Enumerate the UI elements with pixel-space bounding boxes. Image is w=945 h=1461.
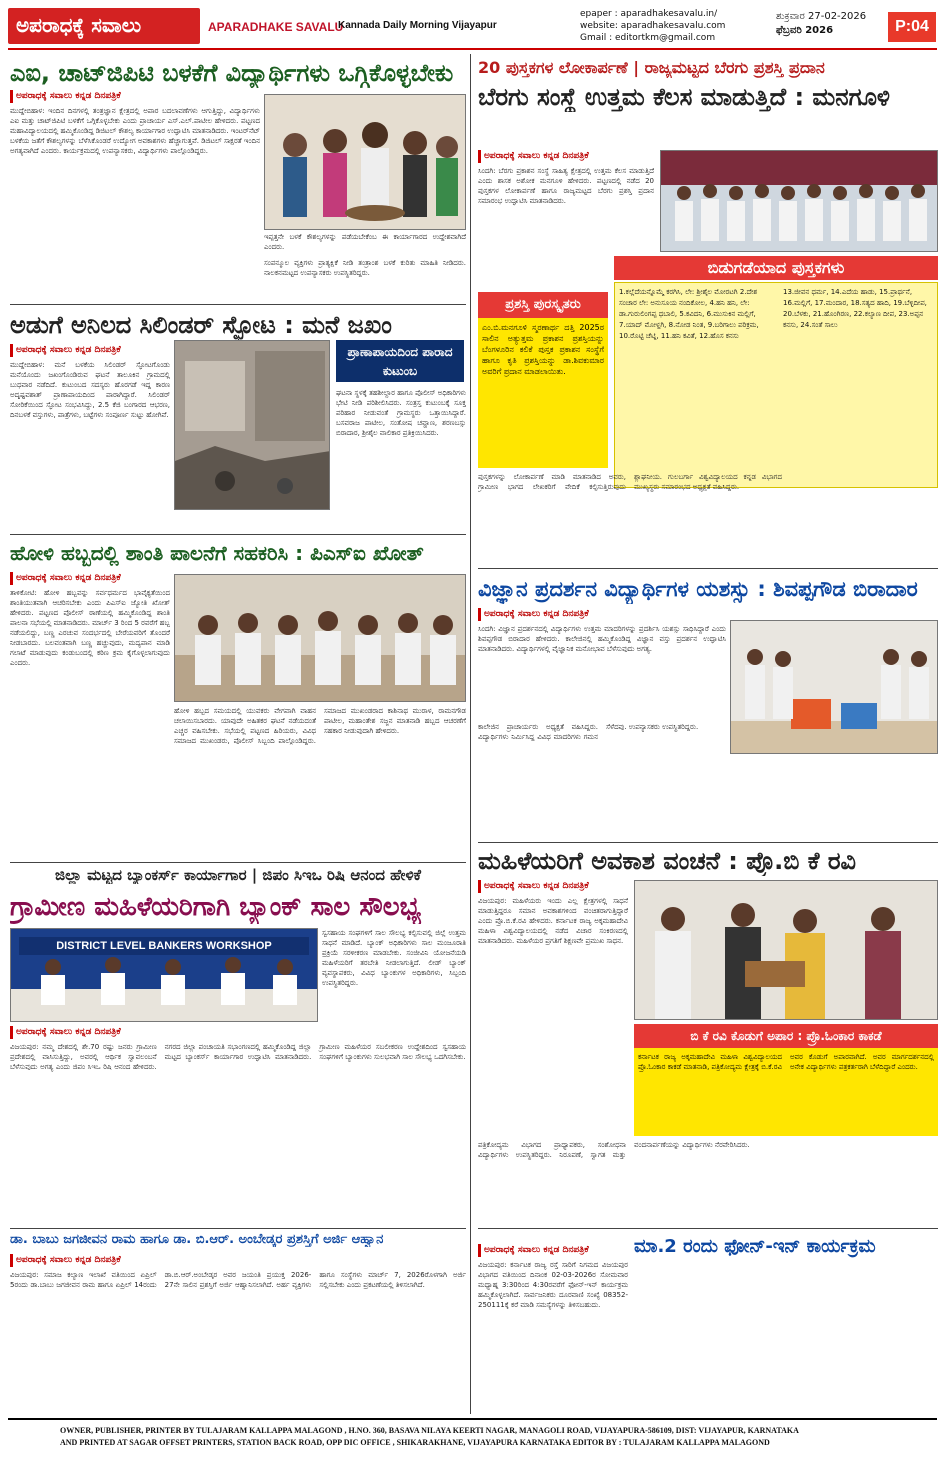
article-women-body: ವಿಜಯಪುರ: ಮಹಿಳೆಯರು ಇಂದು ಎಲ್ಲ ಕ್ಷೇತ್ರಗಳಲ್ಲಿ ಸಾಧನೆ ಮಾಡುತ್ತಿದ್ದರೂ ಸಮಾನ ಅವಕಾಶಗಳಿಂದ ವಂಚಿತರಾಗುತ್ತಿದ್ದಾರೆ ಎಂದು ಪ್ರೊ.ಬಿ.ಕೆ.ರವಿ ಹೇಳಿದರು. ಕರ್ನಾಟಕ ರಾಜ್ಯ ಅಕ್ಕಮಹಾದೇವಿ ಮಹಿಳಾ ವಿಶ್ವವಿದ್ಯಾಲಯದಲ್ಲಿ ನಡೆದ ವಿಚಾರ ಸಂಕಿರಣದಲ್ಲಿ ಮಾತನಾಡಿದರು. ಮಹಿಳೆಯರ ಪ್ರಗತಿಗೆ ಶಿಕ್ಷಣವೇ ಪ್ರಮುಖ ಸಾಧನ. xyxy=(478,897,628,945)
article-women-headline: ಮಹಿಳೆಯರಿಗೆ ಅವಕಾಶ ವಂಚನೆ : ಪ್ರೊ.ಬಿ ಕೆ ರವಿ xyxy=(478,847,857,875)
gmail-link[interactable]: Gmail : editortkm@gmail.com xyxy=(580,33,716,43)
byline: ಅಪರಾಧಕ್ಕೆ ಸವಾಲು ಕನ್ನಡ ದಿನಪತ್ರಿಕೆ xyxy=(10,90,121,103)
article-award-headline: ಡಾ. ಬಾಬು ಜಗಜೀವನ ರಾಮ ಹಾಗೂ ಡಾ. ಬಿ.ಆರ್. ಅಂಬೇಡ್ಕರ ಪ್ರಶಸ್ತಿಗೆ ಅರ್ಜಿ ಆಹ್ವಾನ xyxy=(10,1232,384,1247)
article-ai-body: ಮುದ್ದೇಬಿಹಾಳ: ಇಂದಿನ ದಿನಗಳಲ್ಲಿ ತಂತ್ರಜ್ಞಾನ ಕ್ಷೇತ್ರದಲ್ಲಿ ಅಪಾರ ಬದಲಾವಣೆಗಳು ಆಗುತ್ತಿದ್ದು, ವಿದ್ಯಾರ್ಥಿಗಳು ಎಐ ಮತ್ತು ಚಾಟ್‌ಜಿಪಿಟಿ ಬಳಕೆಗೆ ಒಗ್ಗಿಕೊಳ್ಳಬೇಕು ಎಂದು ಪ್ರಾಚಾರ್ಯ ಎಸ್.ಎಲ್.ಪಾಟೀಲ ಹೇಳಿದರು. ಪಟ್ಟಣದ ಮಹಾವಿದ್ಯಾಲಯದಲ್ಲಿ ಹಮ್ಮಿಕೊಂಡಿದ್ದ ಡಿಜಿಟಲ್ ಕೌಶಲ್ಯ ಕಾರ್ಯಾಗಾರ ಉದ್ಘಾಟಿಸಿ ಮಾತನಾಡಿದರು. ಇಂಟರ್‌ನೆಟ್ ಬಳಕೆಯ ಜತೆಗೆ ಕೌಶಲ್ಯಗಳನ್ನು ಬೆಳೆಸಿಕೊಂಡರೆ ಉದ್ಯೋಗ ಅವಕಾಶಗಳು ಹೆಚ್ಚಾಗುತ್ತವೆ. ಡಿಜಿಟಲ್ ಸಾಕ್ಷರತೆ ಇಂದಿನ ಅಗತ್ಯವಾಗಿದೆ ಎಂದರು. ಕಾರ್ಯಕ್ರಮದಲ್ಲಿ ಉಪನ್ಯಾಸಕರು, ವಿದ್ಯಾರ್ಥಿಗಳು ಪಾಲ್ಗೊಂಡಿದ್ದರು. xyxy=(10,107,260,155)
website-link[interactable]: website: aparadhakesavalu.com xyxy=(580,21,726,31)
book-release-illustration xyxy=(661,151,938,252)
rule xyxy=(10,534,466,535)
article-women-box-body: ಕರ್ನಾಟಕ ರಾಜ್ಯ ಅಕ್ಕಮಹಾದೇವಿ ಮಹಿಳಾ ವಿಶ್ವವಿದ್ಯಾಲಯದ ಪ್ರೊ.ಓಂಕಾರ ಕಾಕಡೆ ಮಾತನಾಡಿ, ಪತ್ರಿಕೋದ್ಯಮ ಕ್ಷೇತ್ರಕ್ಕೆ ಬಿ.ಕೆ.ರವಿ ಅವರ ಕೊಡುಗೆ ಅಪಾರವಾಗಿದೆ. ಅವರ ಮಾರ್ಗದರ್ಶನದಲ್ಲಿ ಅನೇಕ ವಿದ್ಯಾರ್ಥಿಗಳು ಪತ್ರಕರ್ತರಾಗಿ ಬೆಳೆದಿದ್ದಾರೆ ಎಂದರು. xyxy=(634,1048,938,1136)
byline: ಅಪರಾಧಕ್ಕೆ ಸವಾಲು ಕನ್ನಡ ದಿನಪತ್ರಿಕೆ xyxy=(10,1026,121,1039)
rule xyxy=(10,862,466,863)
science-exhibition-illustration xyxy=(731,621,938,754)
article-ai-headline: ಎಐ, ಚಾಟ್‌ಜಿಪಿಟಿ ಬಳಕೆಗೆ ವಿದ್ಯಾರ್ಥಿಗಳು ಒಗ್ಗಿಕೊಳ್ಳಬೇಕು xyxy=(10,59,454,87)
article-beragu-kicker: 20 ಪುಸ್ತಕಗಳ ಲೋಕಾರ್ಪಣೆ | ರಾಜ್ಯಮಟ್ಟದ ಬೆರಗು ಪ್ರಶಸ್ತಿ ಪ್ರದಾನ xyxy=(478,58,825,77)
article-bank-body: ವಿಜಯಪುರ: ನಮ್ಮ ದೇಶದಲ್ಲಿ ಶೇ.70 ರಷ್ಟು ಜನರು ಗ್ರಾಮೀಣ ಪ್ರದೇಶದಲ್ಲಿ ವಾಸಿಸುತ್ತಿದ್ದು, ಅವರಲ್ಲಿ ಆರ್ಥಿಕ ಸ್ವಾವಲಂಬನೆ ಬೆಳೆಸುವುದು ಅಗತ್ಯ ಎಂದು ಜಿಪಂ ಸಿಇಒ ರಿಷಿ ಆನಂದ ಹೇಳಿದರು. ನಗರದ ಜಿಲ್ಲಾ ಪಂಚಾಯತಿ ಸಭಾಂಗಣದಲ್ಲಿ ಹಮ್ಮಿಕೊಂಡಿದ್ದ ಜಿಲ್ಲಾ ಮಟ್ಟದ ಬ್ಯಾಂಕರ್ಸ್ ಕಾರ್ಯಾಗಾರ ಉದ್ಘಾಟಿಸಿ ಮಾತನಾಡಿದರು. ಗ್ರಾಮೀಣ ಮಹಿಳೆಯರ ಸಬಲೀಕರಣ ಉದ್ದೇಶದಿಂದ ಸ್ವಸಹಾಯ ಸಂಘಗಳಿಗೆ ಬ್ಯಾಂಕುಗಳು ಸುಲಭವಾಗಿ ಸಾಲ ಸೌಲಭ್ಯ ಒದಗಿಸಬೇಕು. xyxy=(10,1043,466,1071)
article-women-body2: ಪತ್ರಿಕೋದ್ಯಮ ವಿಭಾಗದ ಪ್ರಾಧ್ಯಾಪಕರು, ಸಂಶೋಧನಾ ವಿದ್ಯಾರ್ಥಿಗಳು ಉಪಸ್ಥಿತರಿದ್ದರು. ನಿರೂಪಣೆ, ಸ್ವಾಗತ ಮತ್ತು ವಂದನಾರ್ಪಣೆಯನ್ನು ವಿದ್ಯಾರ್ಥಿಗಳು ನೆರವೇರಿಸಿದರು. xyxy=(478,1141,750,1159)
page-number: P:04 xyxy=(888,12,936,42)
photo-people-illustration xyxy=(265,95,466,230)
article-bank-photo xyxy=(10,928,318,1022)
masthead-title: APARADHAKE SAVALU xyxy=(208,20,344,34)
felicitation-illustration xyxy=(635,881,938,1020)
masthead-logo: ಅಪರಾಧಕ್ಕೆ ಸವಾಲು xyxy=(8,8,200,44)
article-ai-body2: ಸಂಪನ್ಮೂಲ ವ್ಯಕ್ತಿಗಳು ಪ್ರಾತ್ಯಕ್ಷಿಕೆ ನೀಡಿ ತಂತ್ರಾಂಶ ಬಳಕೆ ಕುರಿತು ಮಾಹಿತಿ ನೀಡಿದರು. ನಾಲಕನಮಟ್ಟದ ಉಪನ್ಯಾಸಕರು ಉಪಸ್ಥಿತರಿದ್ದರು. xyxy=(264,259,466,277)
meeting-illustration xyxy=(175,575,466,702)
article-bank-headline: ಗ್ರಾಮೀಣ ಮಹಿಳೆಯರಿಗಾಗಿ ಬ್ಯಾಂಕ್ ಸಾಲ ಸೌಲಭ್ಯ xyxy=(10,892,421,922)
article-beragu-body: ಸಿಂದಗಿ: ಬೆರಗು ಪ್ರಕಾಶನ ಸಂಸ್ಥೆ ಸಾಹಿತ್ಯ ಕ್ಷೇತ್ರದಲ್ಲಿ ಉತ್ತಮ ಕೆಲಸ ಮಾಡುತ್ತಿದೆ ಎಂದು ಶಾಸಕ ಅಶೋಕ ಮನಗೂಳಿ ಹೇಳಿದರು. ಪಟ್ಟಣದಲ್ಲಿ ನಡೆದ 20 ಪುಸ್ತಕಗಳ ಲೋಕಾರ್ಪಣೆ ಹಾಗೂ ರಾಜ್ಯಮಟ್ಟದ ಬೆರಗು ಪ್ರಶಸ್ತಿ ಪ್ರದಾನ ಸಮಾರಂಭ ಉದ್ಘಾಟಿಸಿ ಮಾತನಾಡಿದರು. xyxy=(478,167,654,205)
article-bank-body2a: ಸ್ವಸಹಾಯ ಸಂಘಗಳಿಗೆ ಸಾಲ ಸೌಲಭ್ಯ ಕಲ್ಪಿಸುವಲ್ಲಿ ಜಿಲ್ಲೆ ಉತ್ತಮ ಸಾಧನೆ ಮಾಡಿದೆ. ಬ್ಯಾಂಕ್ ಅಧಿಕಾರಿಗಳು ಸಾಲ ಮಂಜೂರಾತಿ ಪ್ರಕ್ರಿಯೆ ಸರಳೀಕರಣ ಮಾಡಬೇಕು. ಸಂಜೀವಿನಿ ಯೋಜನೆಯಡಿ ಮಹಿಳೆಯರಿಗೆ ತರಬೇತಿ ನೀಡಲಾಗುತ್ತಿದೆ. ಲೀಡ್ ಬ್ಯಾಂಕ್ ವ್ಯವಸ್ಥಾಪಕರು, ವಿವಿಧ ಬ್ಯಾಂಕುಗಳ ಅಧಿಕಾರಿಗಳು, ಸಿಬ್ಬಂದಿ ಉಪಸ್ಥಿತರಿದ್ದರು. xyxy=(322,929,466,987)
rule xyxy=(478,1228,938,1229)
books-list-title: ಬಿಡುಗಡೆಯಾದ ಪುಸ್ತಕಗಳು xyxy=(614,256,938,280)
article-beragu-photo xyxy=(660,150,938,252)
article-cylinder-body2: ಘಟನಾ ಸ್ಥಳಕ್ಕೆ ತಹಶೀಲ್ದಾರ ಹಾಗೂ ಪೊಲೀಸ್ ಅಧಿಕಾರಿಗಳು ಭೇಟಿ ನೀಡಿ ಪರಿಶೀಲಿಸಿದರು. ಸಂತ್ರಸ್ತ ಕುಟುಂಬಕ್ಕೆ ಸೂಕ್ತ ಪರಿಹಾರ ನೀಡುವಂತೆ ಗ್ರಾಮಸ್ಥರು ಒತ್ತಾಯಿಸಿದ್ದಾರೆ. ಬಸವರಾಜ ಪಾಟೀಲ, ಸಂತೋಷ ಚವ್ಹಾಣ, ಶರಣಬಸ್ಸು ಬಿರಾದಾರ, ಶ್ರೀಶೈಲ ವಾಲಿಕಾರ ಪ್ರತಿಕ್ರಿಯಿಸಿದರು. xyxy=(336,389,466,437)
article-bank-kicker: ಜಿಲ್ಲಾ ಮಟ್ಟದ ಬ್ಯಾಂಕರ್ಸ್ ಕಾರ್ಯಾಗಾರ | ಜಿಪಂ ಸಿಇಒ ರಿಷಿ ಆನಂದ ಹೇಳಿಕೆ xyxy=(55,866,421,884)
article-ai-caption: ಇಪ್ಪತ್ತನೇ ಬಳಕೆ ಕೌಶಲ್ಯಗಳನ್ನು ಪಡೆಯಬೇಕೆಂಬ ಈ ಕಾರ್ಯಾಗಾರದ ಉದ್ದೇಶವಾಗಿದೆ ಎಂದರು. xyxy=(264,233,466,251)
article-award-body: ವಿಜಯಪುರ: ಸಮಾಜ ಕಲ್ಯಾಣ ಇಲಾಖೆ ವತಿಯಿಂದ ಏಪ್ರಿಲ್ 5ರಂದು ಡಾ.ಬಾಬು ಜಗಜೀವನ ರಾಮ ಹಾಗೂ ಏಪ್ರಿಲ್ 14ರಂದು ಡಾ.ಬಿ.ಆರ್.ಅಂಬೇಡ್ಕರ ಅವರ ಜಯಂತಿ ಪ್ರಯುಕ್ತ 2026-27ನೇ ಸಾಲಿನ ಪ್ರಶಸ್ತಿಗೆ ಅರ್ಜಿ ಆಹ್ವಾನಿಸಲಾಗಿದೆ. ಅರ್ಹ ವ್ಯಕ್ತಿಗಳು ಹಾಗೂ ಸಂಸ್ಥೆಗಳು ಮಾರ್ಚ್ 7, 2026ರೊಳಗಾಗಿ ಅರ್ಜಿ ಸಲ್ಲಿಸಬೇಕು ಎಂದು ಪ್ರಕಟಣೆಯಲ್ಲಿ ತಿಳಿಸಲಾಗಿದೆ. xyxy=(10,1271,466,1289)
byline: ಅಪರಾಧಕ್ಕೆ ಸವಾಲು ಕನ್ನಡ ದಿನಪತ್ರಿಕೆ xyxy=(478,150,589,163)
article-science-photo xyxy=(730,620,938,754)
footer-imprint xyxy=(8,1418,937,1456)
books-list xyxy=(614,282,938,488)
issue-date: ಶುಕ್ರವಾರ 27-02-2026 ಫೆಬ್ರವರಿ 2026 xyxy=(776,11,867,36)
article-beragu-body2: ಪುಸ್ತಕಗಳನ್ನು ಲೋಕಾರ್ಪಣೆ ಮಾಡಿ ಮಾತನಾಡಿದ ಅವರು, ಗ್ರಾಮೀಣ ಭಾಗದ ಲೇಖಕರಿಗೆ ವೇದಿಕೆ ಕಲ್ಪಿಸುತ್ತಿರುವುದು ಶ್ಲಾಘನೀಯ. ಗುಲಬರ್ಗಾ ವಿಶ್ವವಿದ್ಯಾಲಯದ ಕನ್ನಡ ವಿಭಾಗದ ಮುಖ್ಯಸ್ಥರು ಸಮಾರಂಭದ ಅಧ್ಯಕ್ಷತೆ ವಹಿಸಿದ್ದರು. xyxy=(478,473,782,491)
byline: ಅಪರಾಧಕ್ಕೆ ಸವಾಲು ಕನ್ನಡ ದಿನಪತ್ರಿಕೆ xyxy=(478,880,589,893)
article-cylinder-body: ಮುದ್ದೇಬಿಹಾಳ: ಮನೆ ಬಳಕೆಯ ಸಿಲಿಂಡರ್ ಸ್ಫೋಟಗೊಂಡು ಮನೆಯೊಂದು ಜಖಂಗೊಂಡಿರುವ ಘಟನೆ ತಾಲೂಕಿನ ಗ್ರಾಮದಲ್ಲಿ ಬುಧವಾರ ನಡೆದಿದೆ. ಕುಟುಂಬದ ಸದಸ್ಯರು ಹೊರಗಡೆ ಇದ್ದ ಕಾರಣ ಅದೃಷ್ಟವಶಾತ್ ಪ್ರಾಣಾಪಾಯದಿಂದ ಪಾರಾಗಿದ್ದಾರೆ. ಸಿಲಿಂಡರ್ ಸೋರಿಕೆಯಿಂದ ಸ್ಫೋಟ ಸಂಭವಿಸಿದ್ದು, 2.5 ಕೆಜಿ ಬಂಗಾರದ ಆಭರಣ, ದಿನಬಳಕೆ ವಸ್ತುಗಳು, ಪಾತ್ರೆಗಳು, ಬಟ್ಟೆಗಳು ಸಂಪೂರ್ಣ ಸುಟ್ಟು ಹೋಗಿವೆ. xyxy=(10,361,170,419)
masthead-tagline: Kannada Daily Morning Vijayapur xyxy=(338,20,497,31)
byline: ಅಪರಾಧಕ್ಕೆ ಸವಾಲು ಕನ್ನಡ ದಿನಪತ್ರಿಕೆ xyxy=(10,572,121,585)
article-cylinder-box: ಪ್ರಾಣಾಪಾಯದಿಂದ ಪಾರಾದ ಕುಟುಂಬ xyxy=(336,340,464,382)
byline: ಅಪರಾಧಕ್ಕೆ ಸವಾಲು ಕನ್ನಡ ದಿನಪತ್ರಿಕೆ xyxy=(478,608,589,621)
epaper-link[interactable]: epaper : aparadhakesavalu.in/ xyxy=(580,9,718,19)
article-science-headline: ವಿಜ್ಞಾನ ಪ್ರದರ್ಶನ ವಿದ್ಯಾರ್ಥಿಗಳ ಯಶಸ್ಸು : ಶಿವಪ್ಪಗೌಡ ಬಿರಾದಾರ xyxy=(478,577,918,601)
award-box-body: ಎಂ.ಬಿ.ಮನಗೂಳಿ ಸ್ಮರಣಾರ್ಥ ದತ್ತಿ 2025ರ ಸಾಲಿನ ಅತ್ಯುತ್ತಮ ಪ್ರಕಾಶನ ಪ್ರಶಸ್ತಿಯನ್ನು ಬೆಂಗಳೂರಿನ ಕಲಿಕೆ ಪುಸ್ತಕ ಪ್ರಕಾಶನ ಸಂಸ್ಥೆಗೆ ಹಾಗೂ ಕೃತಿ ಪ್ರಶಸ್ತಿಯನ್ನು ಡಾ.ಶಿವಕುಮಾರ ಅವರಿಗೆ ಪ್ರದಾನ ಮಾಡಲಾಯಿತು. xyxy=(478,318,608,468)
article-holi-headline: ಹೋಳಿ ಹಬ್ಬದಲ್ಲಿ ಶಾಂತಿ ಪಾಲನೆಗೆ ಸಹಕರಿಸಿ : ಪಿಎಸ್‌ಐ ಖೋತ್ xyxy=(10,541,424,565)
contact-block xyxy=(580,8,725,44)
masthead-bar xyxy=(8,6,937,50)
article-ai-photo xyxy=(264,94,466,230)
books-list-left: 1.ಕಲ್ಲೆದೆಯನ್ನೊಮ್ಮೆ ಕರಗಿಸಿ, ಲೇ: ಶ್ರೀಶೈಲ ಮೋರಟಗಿ 2.ದೇಶ ಸಂಚಾರ ಲೇ: ಅನುಸೂಯ ನಂದಿಕೋಲ, 4.ಹನಿ ಹನಿ, ಲೇ: ಡಾ.ಗುರುಲಿಂಗಪ್ಪ ಧಬಾಲಿ, 5.ಕವಿದನಿ, 6.ಮುಸುಕಿನ ಮಲ್ಲಿಗೆ, 7.ಯಾದ್ ಮೋಳ್ದಗಿ, 8.ನೋಡ ನಿಂತ, 9.ಬರಿಗಾಲು ಪರಿಕ್ರಮ, 10.ರೊಟ್ಟಿ ಚೆಟ್ನಿ, 11.ಹನಿ ಕವಿತೆ, 12.ಹೊಸ ಕನಸು xyxy=(619,288,759,340)
damaged-house-illustration xyxy=(175,341,330,510)
article-beragu-headline: ಬೆರಗು ಸಂಸ್ಥೆ ಉತ್ತಮ ಕೆಲಸ ಮಾಡುತ್ತಿದೆ : ಮನಗೂಳಿ xyxy=(478,83,890,111)
byline: ಅಪರಾಧಕ್ಕೆ ಸವಾಲು ಕನ್ನಡ ದಿನಪತ್ರಿಕೆ xyxy=(478,1244,589,1257)
workshop-illustration xyxy=(11,929,318,1022)
article-holi-photo xyxy=(174,574,466,702)
article-cylinder-photo xyxy=(174,340,330,510)
article-cylinder-headline: ಅಡುಗೆ ಅನಿಲದ ಸಿಲಿಂಡರ್ ಸ್ಫೋಟ : ಮನೆ ಜಖಂ xyxy=(10,311,392,339)
books-list-right: 13.ಜೀವನ ಧರ್ಮ, 14.ಎದೆಯ ಹಾಡು, 15.ಪ್ರಾರ್ಥನೆ, 16.ಮಲ್ಲಿಗೆ, 17.ಮಂದಾರ, 18.ಸತ್ಯದ ಹಾದಿ, 19.ಬೆಳ್ಳಿದೀಪ, 20.ಬೆಳಕು, 21.ಹೊಂಗಿರಣ, 22.ಕಲ್ಯಾಣ ದೀಪ, 23.ಅಪ್ಪನ ಕನಸು, 24.ಸಂತೆ ಸಾಲು xyxy=(783,288,927,329)
article-science-body2: ಕಾಲೇಜಿನ ಪ್ರಾಚಾರ್ಯರು ಅಧ್ಯಕ್ಷತೆ ವಹಿಸಿದ್ದರು. ವಿದ್ಯಾರ್ಥಿಗಳು ನಿರ್ಮಿಸಿದ್ದ ವಿವಿಧ ಮಾದರಿಗಳು ಗಮನ ಸೆಳೆದವು. ಉಪನ್ಯಾಸಕರು ಉಪಸ್ಥಿತರಿದ್ದರು. xyxy=(478,723,699,741)
award-box-title: ಪ್ರಶಸ್ತಿ ಪುರಸ್ಕೃತರು xyxy=(478,292,608,318)
article-science-body: ಸಿಂದಗಿ: ವಿಜ್ಞಾನ ಪ್ರದರ್ಶನದಲ್ಲಿ ವಿದ್ಯಾರ್ಥಿಗಳು ಉತ್ತಮ ಮಾದರಿಗಳನ್ನು ಪ್ರದರ್ಶಿಸಿ ಯಶಸ್ಸು ಸಾಧಿಸಿದ್ದಾರೆ ಎಂದು ಶಿವಪ್ಪಗೌಡ ಬಿರಾದಾರ ಹೇಳಿದರು. ಕಾಲೇಜಿನಲ್ಲಿ ಹಮ್ಮಿಕೊಂಡಿದ್ದ ವಿಜ್ಞಾನ ವಸ್ತು ಪ್ರದರ್ಶನ ಉದ್ಘಾಟಿಸಿ ಮಾತನಾಡಿದರು. ವಿದ್ಯಾರ್ಥಿಗಳಲ್ಲಿ ವೈಜ್ಞಾನಿಕ ಮನೋಭಾವ ಬೆಳೆಸುವುದು ಅಗತ್ಯ. xyxy=(478,625,726,653)
rule xyxy=(478,568,938,569)
footer-line1: OWNER, PUBLISHER, PRINTER BY TULAJARAM KALLAPPA MALAGOND , H.NO. 360, BASAVA NILAYA KEERTI NAGAR, MANAGOLI ROAD, VIJAYAPURA-586109, DIST: VIJAYAPUR, KARNATAKA xyxy=(60,1426,799,1435)
footer-line2: AND PRINTED AT SAGAR OFFSET PRINTERS, STATION BACK ROAD, OPP DIC OFFICE , SHIKARAKHANE, VIJAYAPURA KARNATAKA EDITOR BY : TULAJARAM KALLAPPA MALAGOND xyxy=(60,1438,770,1447)
column-divider xyxy=(470,54,471,1414)
article-phonein-headline: ಮಾ.2 ರಂದು ಫೋನ್-ಇನ್ ಕಾರ್ಯಕ್ರಮ xyxy=(634,1236,876,1257)
rule xyxy=(478,842,938,843)
rule xyxy=(10,304,466,305)
article-women-photo xyxy=(634,880,938,1020)
article-holi-body2: ಹೋಳಿ ಹಬ್ಬದ ಸಮಯದಲ್ಲಿ ಯುವಕರು ವೇಗವಾಗಿ ವಾಹನ ಚಲಾಯಿಸಬಾರದು. ಯಾವುದೇ ಅಹಿತಕರ ಘಟನೆ ನಡೆಯದಂತೆ ಎಚ್ಚರ ವಹಿಸಬೇಕು. ಸಭೆಯಲ್ಲಿ ಪಟ್ಟಣದ ಹಿರಿಯರು, ವಿವಿಧ ಸಮಾಜದ ಮುಖಂಡರು, ಪೊಲೀಸ್ ಸಿಬ್ಬಂದಿ ಪಾಲ್ಗೊಂಡಿದ್ದರು. ಸಮಾಜದ ಮುಖಂಡರಾದ ಕಾಶಿನಾಥ ಮುರಾಳ, ರಾಮನಗೌಡ ಪಾಟೀಲ, ಮಹಾಂತೇಶ ಸಜ್ಜನ ಮಾತನಾಡಿ ಹಬ್ಬದ ಆಚರಣೆಗೆ ಸಹಕಾರ ನೀಡುವುದಾಗಿ ಹೇಳಿದರು. xyxy=(174,707,466,745)
byline: ಅಪರಾಧಕ್ಕೆ ಸವಾಲು ಕನ್ನಡ ದಿನಪತ್ರಿಕೆ xyxy=(10,344,121,357)
byline: ಅಪರಾಧಕ್ಕೆ ಸವಾಲು ಕನ್ನಡ ದಿನಪತ್ರಿಕೆ xyxy=(10,1254,121,1267)
workshop-banner: DISTRICT LEVEL BANKERS WORKSHOP xyxy=(19,937,309,955)
rule xyxy=(10,1228,466,1229)
article-women-box-title: ಬಿ ಕೆ ರವಿ ಕೊಡುಗೆ ಅಪಾರ : ಪ್ರೊ.ಓಂಕಾರ ಕಾಕಡೆ xyxy=(634,1024,938,1048)
article-phonein-body: ವಿಜಯಪುರ: ಕರ್ನಾಟಕ ರಾಜ್ಯ ರಸ್ತೆ ಸಾರಿಗೆ ನಿಗಮದ ವಿಜಯಪುರ ವಿಭಾಗದ ವತಿಯಿಂದ ದಿನಾಂಕ 02-03-2026ರ ಸೋಮವಾರ ಮಧ್ಯಾಹ್ನ 3:30ರಿಂದ 4:30ರವರೆಗೆ ಫೋನ್-ಇನ್ ಕಾರ್ಯಕ್ರಮ ಹಮ್ಮಿಕೊಳ್ಳಲಾಗಿದೆ. ಸಾರ್ವಜನಿಕರು ದೂರವಾಣಿ ಸಂಖ್ಯೆ 08352-250111ಕ್ಕೆ ಕರೆ ಮಾಡಿ ಸಮಸ್ಯೆಗಳನ್ನು ತಿಳಿಸಬಹುದು. xyxy=(478,1261,628,1309)
article-holi-body: ತಾಳಿಕೋಟಿ: ಹೋಳಿ ಹಬ್ಬವನ್ನು ಸರ್ವಧರ್ಮದ ಭಾವೈಕ್ಯತೆಯಿಂದ ಶಾಂತಿಯುತವಾಗಿ ಆಚರಿಸಬೇಕು ಎಂದು ಪಿಎಸ್‌ಐ ಜ್ಯೋತಿ ಖೋತ್ ಹೇಳಿದರು. ಪಟ್ಟಣದ ಪೊಲೀಸ್ ಠಾಣೆಯಲ್ಲಿ ಹಮ್ಮಿಕೊಂಡಿದ್ದ ಶಾಂತಿ ಪಾಲನಾ ಸಭೆಯಲ್ಲಿ ಮಾತನಾಡಿದರು. ಮಾರ್ಚ್ 3 ರಿಂದ 5 ರವರೆಗೆ ಹಬ್ಬ ನಡೆಯಲಿದ್ದು, ಬಣ್ಣ ಎರಚುವ ಸಂದರ್ಭದಲ್ಲಿ ಬೇರೆಯವರಿಗೆ ತೊಂದರೆ ನೀಡಬಾರದು. ಬಲವಂತವಾಗಿ ಬಣ್ಣ ಹಚ್ಚುವುದು, ಮದ್ಯಪಾನ ಮಾಡಿ ಗಲಾಟೆ ಮಾಡುವುದು ಕಂಡುಬಂದಲ್ಲಿ ಕಠಿಣ ಕ್ರಮ ಕೈಗೊಳ್ಳಲಾಗುವುದು ಎಂದರು. xyxy=(10,589,170,667)
